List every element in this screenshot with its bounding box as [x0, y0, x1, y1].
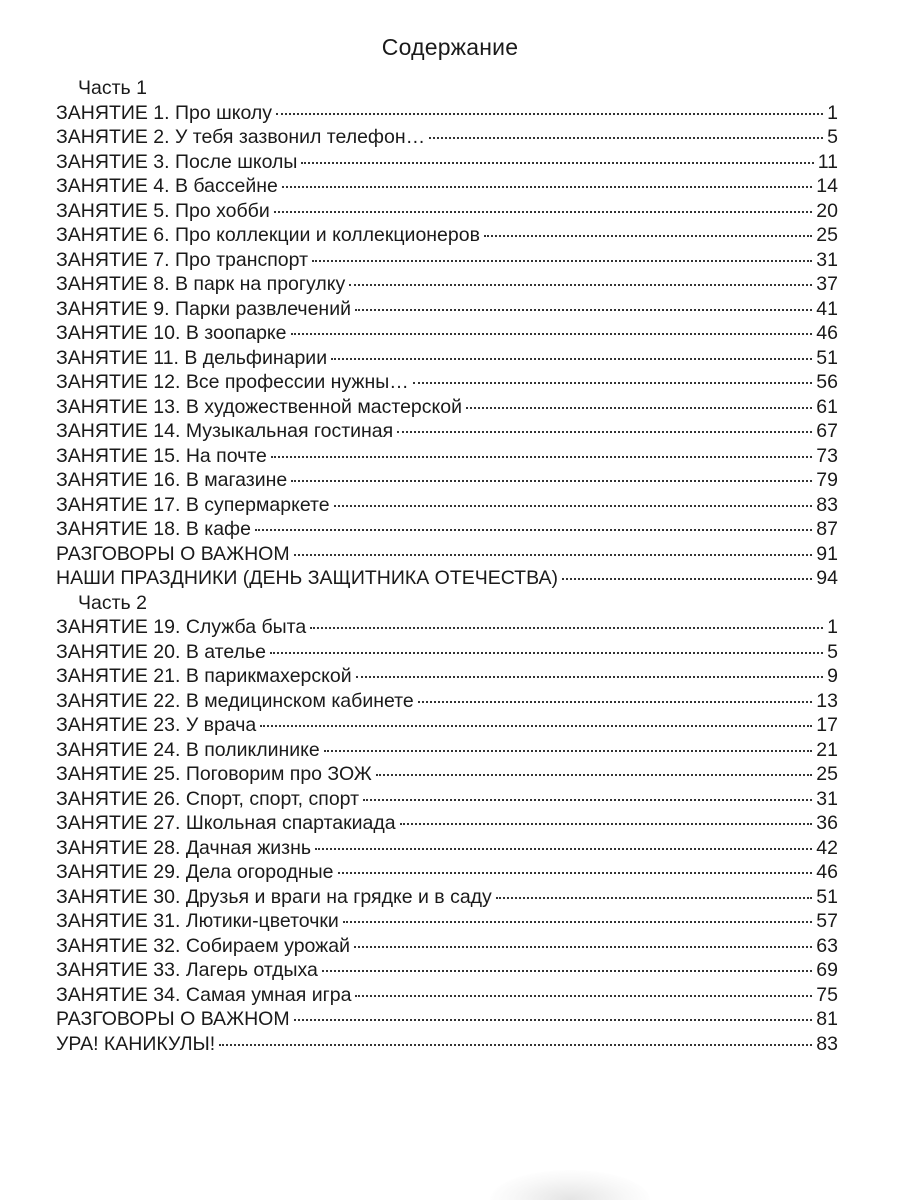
toc-entry [56, 444, 838, 469]
toc-entry-page-number: 51 [816, 885, 838, 908]
toc-entry-label: ЗАНЯТИЕ 30. Друзья и враги на грядке и в саду [56, 885, 492, 908]
toc-entry-page-number: 13 [816, 689, 838, 712]
dot-leader [562, 578, 812, 580]
toc-entry-label: ЗАНЯТИЕ 24. В поликлинике [56, 738, 320, 761]
dot-leader [363, 799, 812, 801]
dot-leader [466, 407, 812, 409]
toc-entry-page-number: 17 [816, 714, 838, 736]
toc-entry [56, 297, 838, 322]
toc-entry [56, 199, 838, 224]
toc-entry-page-number: 73 [816, 444, 838, 467]
toc-entry-page-number: 51 [816, 346, 838, 369]
toc-entry-page-number: 91 [816, 542, 838, 565]
toc-entry-label: ЗАНЯТИЕ 1. Про школу [56, 101, 273, 124]
toc-entry [56, 836, 838, 861]
toc-entry [56, 762, 838, 787]
toc-entry-page-number: 75 [816, 983, 838, 1006]
toc-entry [56, 787, 838, 812]
toc-entry-label: ЗАНЯТИЕ 11. В дельфинарии [56, 346, 328, 369]
dot-leader [338, 872, 813, 874]
toc-entry-label: ЗАНЯТИЕ 17. В супермаркете [56, 493, 330, 516]
dot-leader [343, 921, 813, 923]
toc-entry-label: ЗАНЯТИЕ 16. В магазине [56, 469, 288, 491]
toc-entry-page-number: 67 [816, 420, 838, 442]
toc-entry-page-number: 87 [816, 518, 838, 540]
dot-leader [356, 676, 824, 678]
toc-entry [56, 321, 838, 346]
toc-entry [56, 468, 838, 493]
toc-entry-page-number: 31 [816, 248, 838, 271]
toc-entry-label: ЗАНЯТИЕ 3. После школы [56, 150, 298, 173]
toc-entry [56, 640, 838, 665]
toc-entry-page-number: 21 [816, 738, 838, 761]
toc-entry-page-number: 63 [816, 934, 838, 957]
toc-entry [56, 664, 838, 689]
toc-entry-label: ЗАНЯТИЕ 34. Самая умная игра [56, 983, 352, 1006]
toc-entry [56, 150, 838, 175]
dot-leader [255, 529, 812, 531]
dot-leader [291, 480, 812, 482]
toc-entry-page-number: 57 [816, 910, 838, 932]
toc-entry-label: ЗАНЯТИЕ 19. Служба быта [56, 616, 307, 638]
toc-entry [56, 395, 838, 420]
dot-leader [301, 162, 813, 164]
toc-entry [56, 983, 838, 1008]
toc-entry [56, 419, 838, 444]
toc-entry-page-number: 1 [827, 616, 838, 638]
toc-entry-page-number: 79 [816, 469, 838, 491]
part-1-entries [56, 101, 838, 591]
toc-entry-page-number: 46 [816, 861, 838, 883]
toc-entry-page-number: 83 [816, 1032, 838, 1055]
dot-leader [270, 652, 823, 654]
toc-entry-label: ЗАНЯТИЕ 6. Про коллекции и коллекционеров [56, 224, 480, 246]
toc-entry-page-number: 61 [816, 395, 838, 418]
toc-entry-page-number: 5 [827, 640, 838, 663]
dot-leader [484, 235, 812, 237]
dot-leader [429, 137, 823, 139]
toc-entry-label: ЗАНЯТИЕ 28. Дачная жизнь [56, 836, 312, 859]
toc-entry-label: ЗАНЯТИЕ 29. Дела огородные [56, 861, 334, 883]
toc-entry-label: ЗАНЯТИЕ 2. У тебя зазвонил телефон… [56, 126, 426, 148]
toc-entry-label: ЗАНЯТИЕ 22. В медицинском кабинете [56, 689, 414, 712]
toc-entry-label: ЗАНЯТИЕ 27. Школьная спартакиада [56, 812, 396, 834]
part-1-heading: Часть 1 [78, 77, 147, 99]
dot-leader [274, 211, 813, 213]
toc-entry-label: ЗАНЯТИЕ 9. Парки развлечений [56, 297, 351, 320]
table-of-contents [56, 76, 838, 1056]
toc-entry [56, 272, 838, 297]
dot-leader [310, 627, 823, 629]
toc-entry-page-number: 56 [816, 371, 838, 393]
toc-entry [56, 517, 838, 542]
scan-smudge [490, 1170, 650, 1200]
toc-entry-label: ЗАНЯТИЕ 18. В кафе [56, 518, 251, 540]
toc-entry [56, 1032, 838, 1057]
toc-entry-label: ЗАНЯТИЕ 21. В парикмахерской [56, 665, 352, 687]
toc-entry-page-number: 20 [816, 199, 838, 222]
dot-leader [260, 725, 812, 727]
toc-entry-page-number: 69 [816, 959, 838, 981]
toc-entry-label: НАШИ ПРАЗДНИКИ (ДЕНЬ ЗАЩИТНИКА ОТЕЧЕСТВА) [56, 567, 558, 589]
toc-entry-page-number: 5 [827, 126, 838, 148]
dot-leader [271, 456, 812, 458]
toc-entry-label: ЗАНЯТИЕ 13. В художественной мастерской [56, 395, 462, 418]
toc-entry-label: ЗАНЯТИЕ 15. На почте [56, 444, 267, 467]
part-2-heading: Часть 2 [78, 591, 147, 614]
dot-leader [355, 309, 812, 311]
toc-entry-page-number: 14 [816, 175, 838, 197]
toc-entry-page-number: 36 [816, 812, 838, 834]
dot-leader [355, 995, 812, 997]
toc-entry [56, 934, 838, 959]
part-2-entries [56, 615, 838, 1056]
toc-entry-label: ЗАНЯТИЕ 8. В парк на прогулку [56, 273, 346, 295]
toc-entry-label: ЗАНЯТИЕ 12. Все профессии нужны… [56, 371, 409, 393]
toc-entry-label: РАЗГОВОРЫ О ВАЖНОМ [56, 1008, 290, 1030]
toc-entry-label: ЗАНЯТИЕ 20. В ателье [56, 640, 266, 663]
dot-leader [312, 260, 812, 262]
toc-entry [56, 909, 838, 934]
toc-entry-label: ЗАНЯТИЕ 31. Лютики-цветочки [56, 910, 339, 932]
dot-leader [400, 823, 813, 825]
dot-leader [496, 897, 812, 899]
toc-entry-label: УРА! КАНИКУЛЫ! [56, 1032, 216, 1055]
toc-entry [56, 248, 838, 273]
dot-leader [315, 848, 812, 850]
toc-entry-label: ЗАНЯТИЕ 5. Про хобби [56, 199, 270, 222]
dot-leader [397, 431, 812, 433]
toc-entry-page-number: 41 [816, 297, 838, 320]
toc-entry [56, 811, 838, 836]
dot-leader [276, 113, 823, 115]
toc-entry-page-number: 9 [827, 665, 838, 687]
toc-entry-page-number: 31 [816, 787, 838, 810]
dot-leader [354, 946, 812, 948]
toc-entry [56, 493, 838, 518]
dot-leader [291, 333, 813, 335]
toc-entry [56, 542, 838, 567]
toc-entry [56, 223, 838, 248]
dot-leader [219, 1044, 812, 1046]
dot-leader [334, 505, 813, 507]
toc-entry-page-number: 25 [816, 224, 838, 246]
toc-entry-page-number: 46 [816, 322, 838, 344]
dot-leader [324, 750, 813, 752]
toc-entry-label: ЗАНЯТИЕ 23. У врача [56, 714, 257, 736]
toc-entry-page-number: 1 [827, 101, 838, 124]
toc-entry-page-number: 83 [816, 493, 838, 516]
dot-leader [349, 284, 812, 286]
toc-entry [56, 615, 838, 640]
dot-leader [282, 186, 812, 188]
toc-entry [56, 958, 838, 983]
toc-entry-label: ЗАНЯТИЕ 25. Поговорим про ЗОЖ [56, 763, 372, 785]
toc-entry-label: ЗАНЯТИЕ 33. Лагерь отдыха [56, 959, 318, 981]
toc-entry [56, 689, 838, 714]
toc-entry [56, 713, 838, 738]
toc-entry-label: ЗАНЯТИЕ 4. В бассейне [56, 175, 278, 197]
dot-leader [376, 774, 813, 776]
toc-entry [56, 370, 838, 395]
toc-entry [56, 1007, 838, 1032]
toc-entry [56, 125, 838, 150]
toc-entry-label: ЗАНЯТИЕ 10. В зоопарке [56, 322, 287, 344]
toc-entry-label: ЗАНЯТИЕ 32. Собираем урожай [56, 934, 350, 957]
toc-entry-page-number: 42 [816, 836, 838, 859]
toc-entry [56, 738, 838, 763]
toc-entry-label: ЗАНЯТИЕ 7. Про транспорт [56, 248, 308, 271]
toc-entry-label: ЗАНЯТИЕ 14. Музыкальная гостиная [56, 420, 394, 442]
toc-entry-label: ЗАНЯТИЕ 26. Спорт, спорт, спорт [56, 787, 360, 810]
toc-entry [56, 885, 838, 910]
toc-entry [56, 860, 838, 885]
dot-leader [322, 970, 812, 972]
toc-entry [56, 174, 838, 199]
toc-entry-page-number: 94 [816, 567, 838, 589]
toc-entry-page-number: 11 [817, 150, 838, 173]
dot-leader [418, 701, 813, 703]
dot-leader [413, 382, 813, 384]
toc-entry-page-number: 81 [816, 1008, 838, 1030]
toc-entry [56, 566, 838, 591]
toc-entry-page-number: 25 [816, 763, 838, 785]
toc-entry [56, 346, 838, 371]
page-title: Содержание [381, 34, 519, 60]
toc-entry-page-number: 37 [816, 273, 838, 295]
toc-entry [56, 101, 838, 126]
dot-leader [294, 554, 813, 556]
dot-leader [294, 1019, 813, 1021]
toc-entry-label: РАЗГОВОРЫ О ВАЖНОМ [56, 542, 290, 565]
dot-leader [331, 358, 812, 360]
